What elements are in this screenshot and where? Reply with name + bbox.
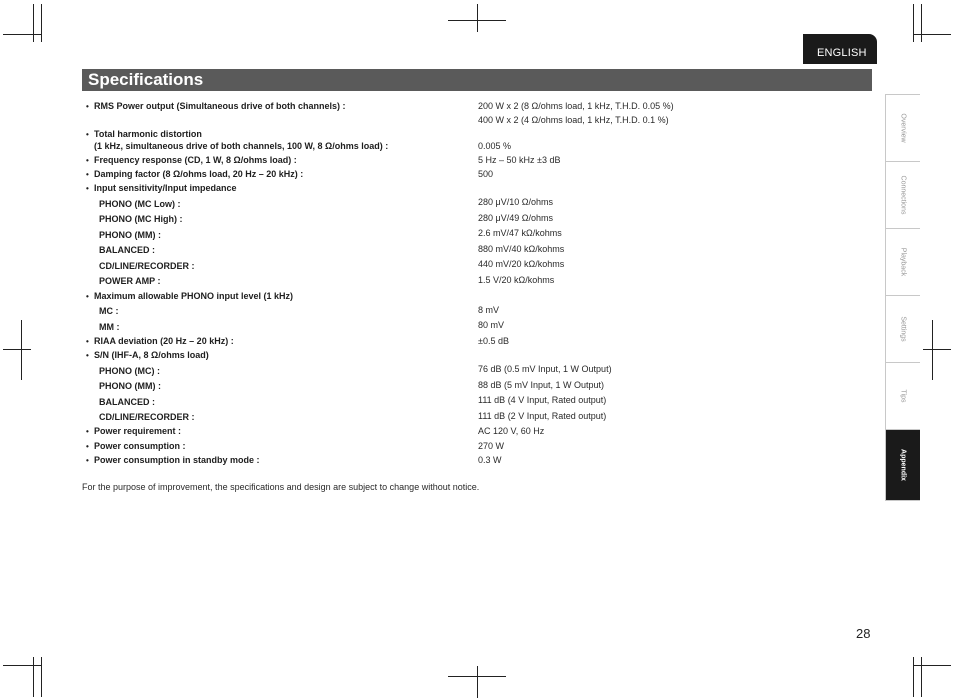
spec-label-power-requirement: • Power requirement : [94,426,181,437]
spec-sublabel-sn-phono-mm: PHONO (MM) : [99,381,161,391]
tab-connections[interactable] [886,162,920,229]
tab-overview[interactable] [886,95,920,162]
section-title-bar [82,69,872,91]
spec-value-phono-mc-high: 280 μV/49 Ω/ohms [478,213,553,223]
tab-label: Connections [899,175,907,215]
spec-label-standby-consumption: • Power consumption in standby mode : [94,455,260,466]
tab-settings[interactable] [886,296,920,363]
page-title: Specifications [88,70,204,89]
spec-label-input-sensitivity: • Input sensitivity/Input impedance [94,183,237,194]
spec-sublabel-cd-line-recorder: CD/LINE/RECORDER : [99,261,195,271]
spec-value-frequency-response: 5 Hz – 50 kHz ±3 dB [478,155,561,165]
spec-value-mm: 80 mV [478,320,505,330]
tab-label: Settings [899,316,907,342]
spec-sublabel-mc: MC : [99,306,119,316]
spec-sublabel-sn-balanced: BALANCED : [99,397,155,407]
spec-value-sn-phono-mc: 76 dB (0.5 mV Input, 1 W Output) [478,364,612,374]
spec-value-phono-mm: 2.6 mV/47 kΩ/kohms [478,228,562,238]
tab-label: Appendix [899,449,907,481]
spec-label-power-consumption: • Power consumption : [94,441,186,452]
spec-value-sn-cd-line-recorder: 111 dB (2 V Input, Rated output) [478,411,607,421]
spec-label-thd-conditions: (1 kHz, simultaneous drive of both channels, 100 W, 8 Ω/ohms load) : [94,141,389,151]
spec-value-standby-consumption: 0.3 W [478,455,502,465]
spec-value-sn-phono-mm: 88 dB (5 mV Input, 1 W Output) [478,380,605,390]
page-number: 28 [856,626,871,641]
language-badge: ENGLISH [803,34,877,64]
footnote: For the purpose of improvement, the specifications and design are subject to change without notice. [82,482,480,492]
spec-sublabel-sn-cd-line-recorder: CD/LINE/RECORDER : [99,412,195,422]
side-tab-nav [885,94,920,501]
spec-value-thd: 0.005 % [478,141,512,151]
spec-value-power-consumption: 270 W [478,441,505,451]
spec-value-cd-line-recorder: 440 mV/20 kΩ/kohms [478,259,565,269]
spec-value-riaa-deviation: ±0.5 dB [478,336,509,346]
spec-value-power-amp: 1.5 V/20 kΩ/kohms [478,275,555,285]
spec-value-power-requirement: AC 120 V, 60 Hz [478,426,545,436]
tab-appendix[interactable] [886,430,920,500]
spec-sublabel-phono-mm: PHONO (MM) : [99,230,161,240]
tab-label: Tips [899,389,907,403]
spec-value-damping-factor: 500 [478,169,494,179]
spec-value-rms-power-8ohm: 200 W x 2 (8 Ω/ohms load, 1 kHz, T.H.D. 0.05 %) [478,101,674,111]
spec-value-sn-balanced: 111 dB (4 V Input, Rated output) [478,395,607,405]
spec-sublabel-sn-phono-mc: PHONO (MC) : [99,366,160,376]
spec-sublabel-phono-mc-high: PHONO (MC High) : [99,214,183,224]
tab-tips[interactable] [886,363,920,430]
spec-label-rms-power: • RMS Power output (Simultaneous drive of both channels) : [94,101,346,112]
spec-label-damping-factor: • Damping factor (8 Ω/ohms load, 20 Hz – 20 kHz) : [94,169,303,180]
spec-label-max-phono-input: • Maximum allowable PHONO input level (1 kHz) [94,291,293,302]
tab-label: Overview [899,113,907,143]
spec-value-phono-mc-low: 280 μV/10 Ω/ohms [478,197,553,207]
spec-sublabel-power-amp: POWER AMP : [99,276,161,286]
tab-playback[interactable] [886,229,920,296]
spec-label-thd: • Total harmonic distortion [94,129,202,140]
spec-label-frequency-response: • Frequency response (CD, 1 W, 8 Ω/ohms load) : [94,155,297,166]
spec-label-riaa-deviation: • RIAA deviation (20 Hz – 20 kHz) : [94,336,234,347]
spec-sublabel-mm: MM : [99,322,120,332]
spec-value-rms-power-4ohm: 400 W x 2 (4 Ω/ohms load, 1 kHz, T.H.D. 0.1 %) [478,115,669,125]
spec-sublabel-phono-mc-low: PHONO (MC Low) : [99,199,181,209]
spec-value-balanced: 880 mV/40 kΩ/kohms [478,244,565,254]
spec-value-mc: 8 mV [478,305,500,315]
tab-label: Playback [899,247,907,277]
spec-sublabel-balanced: BALANCED : [99,245,155,255]
spec-label-sn-ratio: • S/N (IHF-A, 8 Ω/ohms load) [94,350,209,361]
